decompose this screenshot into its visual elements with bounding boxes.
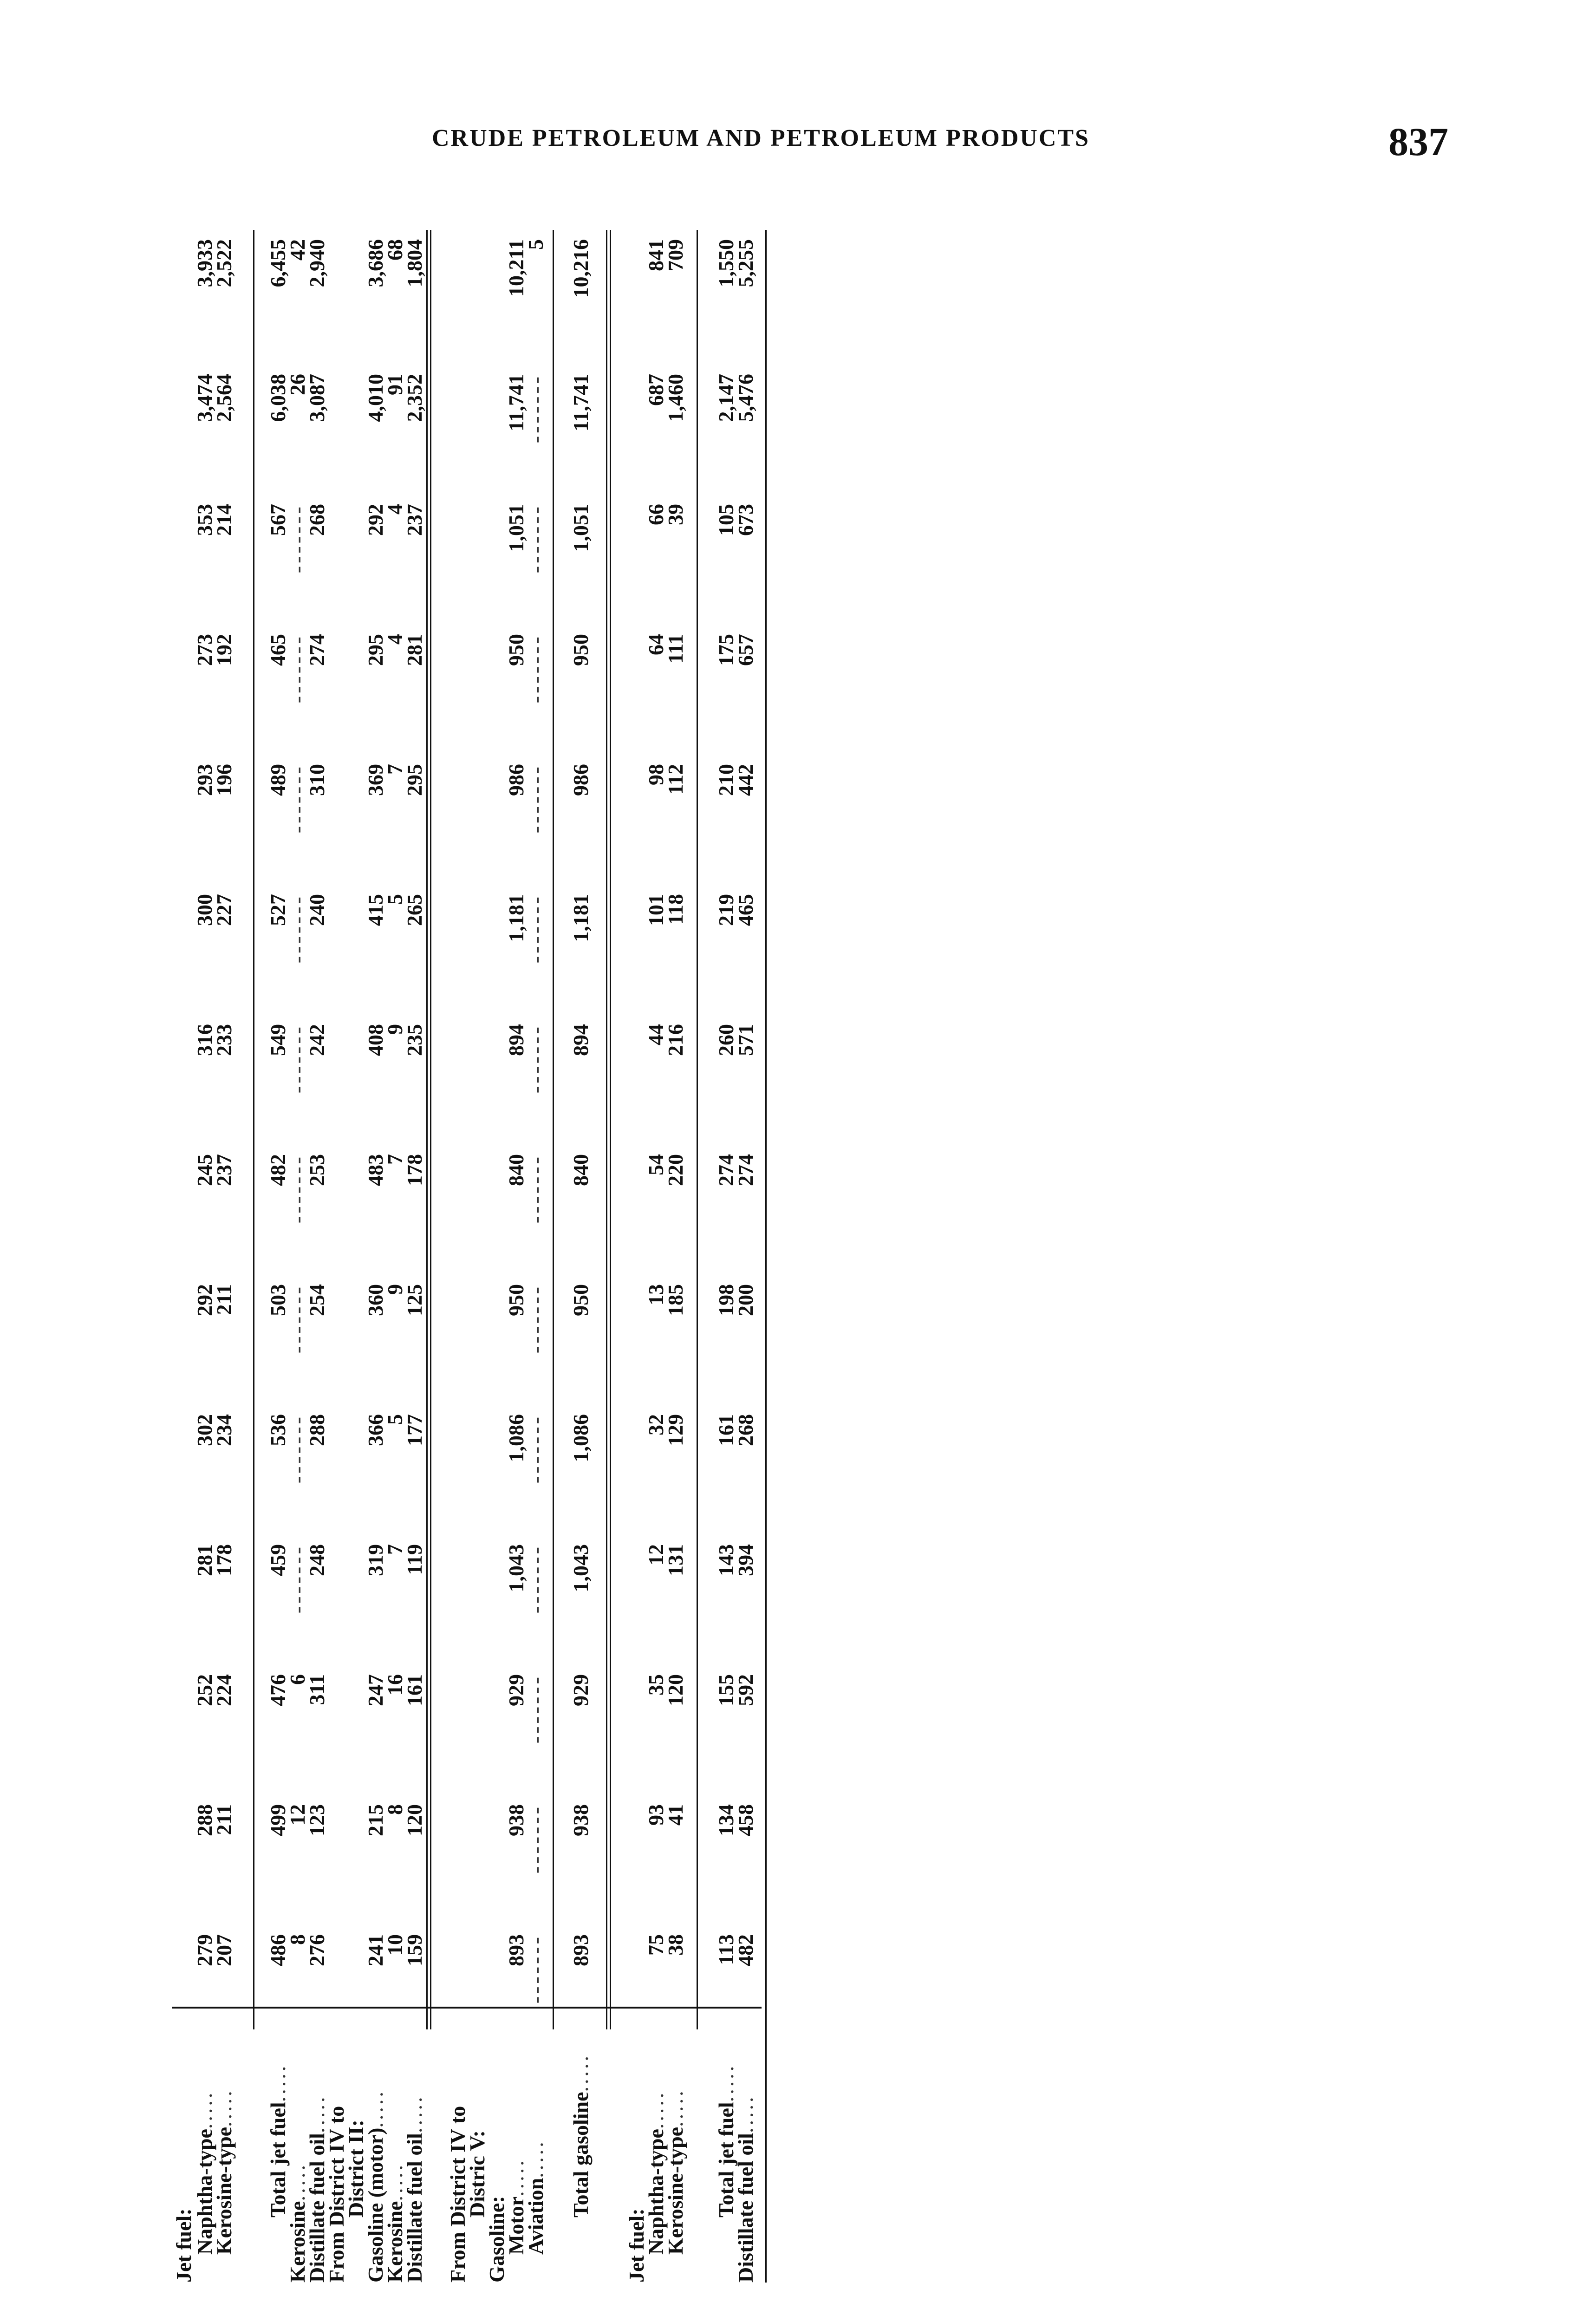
table-cell: 938 [569,1804,593,1836]
empty-cell-dashes: ------- [286,894,309,964]
empty-cell-dashes: ------- [524,894,547,964]
table-cell [524,634,547,708]
table-cell: 986 [569,764,593,796]
table-cell: 220 [664,1154,687,1186]
table-cell: 1,181 [569,894,593,942]
table-row [569,221,593,2283]
table-cell: 12 [286,1804,309,1826]
table-cell: 295 [403,764,426,796]
table-cell: 319 [364,1544,387,1576]
table-cell: 93 [644,1804,668,1826]
table-cell: 300 [193,894,216,926]
table-cell: 465 [266,634,290,666]
table-cell: 482 [266,1154,290,1186]
table-cell: 536 [266,1414,290,1446]
table-cell: 1,043 [504,1544,528,1592]
empty-cell-dashes: ------- [524,1804,547,1874]
table-row [664,221,687,2283]
table-cell: 252 [193,1674,216,1706]
table-cell: 894 [504,1024,528,1056]
table-row [524,221,547,2283]
leader-dots: ..... [664,2088,687,2127]
table-cell: 482 [734,1934,757,1966]
row-label: From District IV to [446,2106,469,2283]
table-cell: 929 [504,1674,528,1706]
table-cell: 503 [266,1284,290,1316]
table-cell: 1,086 [569,1414,593,1462]
table-cell: 125 [403,1284,426,1316]
table-rule [426,230,431,2029]
table-cell: 281 [403,634,426,666]
table-cell: 894 [569,1024,593,1056]
empty-cell-dashes: ------- [524,1284,547,1354]
table-rule [253,230,254,2029]
empty-cell-dashes: ------- [286,504,309,574]
table-cell: 75 [644,1934,668,1956]
table-cell: 134 [714,1804,738,1836]
rotated-data-table [172,221,822,2283]
page-number: 837 [1388,119,1448,164]
row-label: Motor..... [504,2158,528,2255]
table-cell: 1,086 [504,1414,528,1462]
table-cell: 237 [403,504,426,536]
empty-cell-dashes: ------- [286,1154,309,1224]
table-cell: 219 [714,894,738,926]
table-cell: 247 [364,1674,387,1706]
table-cell: 483 [364,1154,387,1186]
table-cell: 91 [383,374,407,395]
table-cell: 1,181 [504,894,528,942]
table-cell: 155 [714,1674,738,1706]
table-cell [524,764,547,838]
table-cell: 175 [714,634,738,666]
running-head: CRUDE PETROLEUM AND PETROLEUM PRODUCTS [432,125,1090,151]
table-cell: 101 [644,894,668,926]
leader-dots: ..... [266,2063,290,2102]
leader-dots: ..... [305,2094,329,2133]
leader-dots: ..... [383,2163,407,2201]
table-cell: 274 [305,634,329,666]
empty-cell-dashes: ------- [286,1284,309,1354]
table-cell: 279 [193,1934,216,1966]
table-cell: 215 [364,1804,387,1836]
table-cell: 527 [266,894,290,926]
table-cell: 4 [383,634,407,645]
leader-dots: ..... [364,2089,387,2128]
table-cell: 129 [664,1414,687,1446]
table-cell: 241 [364,1934,387,1966]
table-cell: 840 [569,1154,593,1186]
table-cell: 253 [305,1154,329,1186]
table-cell: 571 [734,1024,757,1056]
row-label: Distillate fuel oil..... [305,2094,329,2283]
table-rule [697,230,698,2029]
table-cell: 5,255 [734,239,757,287]
empty-cell-dashes: ------- [524,764,547,834]
table-cell: 893 [569,1934,593,1966]
table-cell: 353 [193,504,216,536]
table-cell: 54 [644,1154,668,1175]
table-cell: 8 [286,1934,309,1945]
table-cell: 268 [305,504,329,536]
table-cell: 42 [286,239,309,261]
table-cell: 268 [734,1414,757,1446]
table-cell: 234 [212,1414,236,1446]
table-cell: 5,476 [734,374,757,422]
row-label: District II: [344,2120,368,2218]
table-cell: 5 [383,1414,407,1425]
table-cell: 6,455 [266,239,290,287]
table-cell: 7 [383,1544,407,1555]
table-cell: 242 [305,1024,329,1056]
table-cell: 11,741 [569,374,593,431]
table-cell: 3,933 [193,239,216,287]
table-cell: 281 [193,1544,216,1576]
table-cell: 893 [504,1934,528,1966]
empty-cell-dashes: ------- [286,634,309,704]
table-cell: 16 [383,1674,407,1696]
row-label: Kerosine-type..... [212,2088,236,2255]
empty-cell-dashes: ------- [286,1544,309,1614]
empty-cell-dashes: ------- [524,1934,547,2004]
table-cell: 288 [193,1804,216,1836]
row-label: Naphtha-type..... [193,2090,216,2255]
table-cell [524,1674,547,1748]
table-cell: 240 [305,894,329,926]
table-cell: 44 [644,1024,668,1045]
row-label: Kerosine..... [286,2163,309,2283]
table-row [403,221,426,2283]
table-cell: 211 [212,1804,236,1835]
table-cell: 178 [212,1544,236,1576]
empty-cell-dashes: ------- [524,1414,547,1484]
table-cell: 366 [364,1414,387,1446]
leader-dots: ..... [644,2090,668,2129]
table-cell: 1,550 [714,239,738,287]
table-cell: 408 [364,1024,387,1056]
table-cell: 950 [569,1284,593,1316]
table-cell: 292 [193,1284,216,1316]
table-cell: 2,352 [403,374,426,422]
table-cell: 840 [504,1154,528,1186]
table-cell: 13 [644,1284,668,1305]
table-cell: 311 [305,1674,329,1705]
table-cell: 39 [664,504,687,525]
table-cell: 177 [403,1414,426,1446]
table-cell: 200 [734,1284,757,1316]
table-cell: 235 [403,1024,426,1056]
table-cell: 10,211 [504,239,528,297]
table-cell: 476 [266,1674,290,1706]
empty-cell-dashes: ------- [286,1024,309,1094]
table-cell: 310 [305,764,329,796]
table-cell: 210 [714,764,738,796]
table-row [734,221,757,2283]
table-cell: 9 [383,1284,407,1295]
empty-cell-dashes: ------- [286,1414,309,1484]
table-cell: 159 [403,1934,426,1966]
table-cell: 123 [305,1804,329,1836]
empty-cell-dashes: ------- [524,1024,547,1094]
table-cell: 111 [664,634,687,664]
table-cell: 143 [714,1544,738,1576]
table-cell: 216 [664,1024,687,1056]
table-cell: 274 [714,1154,738,1186]
table-cell: 394 [734,1544,757,1576]
table-cell: 302 [193,1414,216,1446]
table-cell: 2,564 [212,374,236,422]
table-cell: 113 [714,1934,738,1965]
table-cell: 120 [664,1674,687,1706]
table-cell: 3,087 [305,374,329,422]
table-cell: 35 [644,1674,668,1696]
empty-cell-dashes: ------- [286,764,309,834]
table-cell: 192 [212,634,236,666]
row-label: Kerosine-type..... [664,2088,687,2255]
table-cell: 3,686 [364,239,387,287]
table-cell: 3,474 [193,374,216,422]
table-cell: 8 [383,1804,407,1815]
table-cell: 673 [734,504,757,536]
table-cell: 486 [266,1934,290,1966]
table-cell: 292 [364,504,387,536]
table-cell: 161 [403,1674,426,1706]
row-label: Total jet fuel..... [714,2063,738,2218]
table-cell: 687 [644,374,668,406]
table-cell [524,1934,547,2009]
table-cell: 211 [212,1284,236,1315]
leader-dots: ..... [524,2139,547,2178]
empty-cell-dashes: ------- [524,634,547,704]
table-rule [765,230,767,2283]
table-cell: 119 [403,1544,426,1575]
table-cell: 1,460 [664,374,687,422]
table-cell: 68 [383,239,407,261]
table-cell: 841 [644,239,668,271]
table-cell: 185 [664,1284,687,1316]
table-cell: 929 [569,1674,593,1706]
table-cell: 224 [212,1674,236,1706]
table-cell: 1,043 [569,1544,593,1592]
table-cell: 274 [734,1154,757,1186]
table-cell: 178 [403,1154,426,1186]
table-cell: 237 [212,1154,236,1186]
table-cell: 7 [383,1154,407,1165]
table-cell: 273 [193,634,216,666]
table-cell: 4,010 [364,374,387,422]
table-cell: 489 [266,764,290,796]
table-cell: 442 [734,764,757,796]
table-cell: 260 [714,1024,738,1056]
table-cell [524,1284,547,1358]
row-label: Jet fuel: [172,2208,195,2283]
table-cell: 131 [664,1544,687,1576]
table-cell: 12 [644,1544,668,1565]
table-cell: 6,038 [266,374,290,422]
table-cell: 207 [212,1934,236,1966]
table-cell: 9 [383,1024,407,1035]
table-cell: 214 [212,504,236,536]
table-cell [524,1154,547,1228]
table-cell: 196 [212,764,236,796]
row-label: Jet fuel: [625,2208,648,2283]
empty-cell-dashes: ------- [524,1544,547,1614]
table-cell: 5 [383,894,407,905]
table-row [212,221,236,2283]
table-cell: 459 [266,1544,290,1576]
table-cell: 66 [644,504,668,525]
table-cell: 657 [734,634,757,666]
table-cell: 549 [266,1024,290,1056]
table-cell: 105 [714,504,738,536]
table-cell: 248 [305,1544,329,1576]
leader-dots: ..... [504,2158,528,2197]
table-cell: 938 [504,1804,528,1836]
table-cell: 41 [664,1804,687,1826]
table-cell: 254 [305,1284,329,1316]
table-cell: 2,522 [212,239,236,287]
empty-cell-dashes: ------- [524,504,547,574]
row-label: Total gasoline..... [569,2053,593,2218]
table-cell [524,1024,547,1098]
table-cell: 11,741 [504,374,528,431]
table-cell: 950 [504,1284,528,1316]
table-row [172,221,195,2283]
table-cell: 5 [524,239,547,250]
table-cell: 295 [364,634,387,666]
table-rule [553,230,554,2029]
table-cell: 10 [383,1934,407,1956]
table-cell [524,1804,547,1878]
empty-cell-dashes: ------- [524,1674,547,1744]
leader-dots: ..... [286,2163,309,2201]
table-cell: 1,051 [569,504,593,552]
table-cell: 465 [734,894,757,926]
leader-dots: ..... [714,2063,738,2102]
table-cell: 265 [403,894,426,926]
table-cell: 233 [212,1024,236,1056]
table-cell: 161 [714,1414,738,1446]
table-cell: 288 [305,1414,329,1446]
table-cell: 118 [664,894,687,925]
leader-dots: ..... [734,2094,757,2133]
table-cell: 32 [644,1414,668,1435]
leader-dots: ..... [403,2094,426,2133]
row-label: Distillate fuel oil..... [734,2094,757,2283]
table-cell: 7 [383,764,407,775]
table-cell: 227 [212,894,236,926]
row-label: Aviation..... [524,2139,547,2255]
table-cell: 592 [734,1674,757,1706]
table-cell [524,374,547,448]
table-cell: 1,804 [403,239,426,287]
table-cell: 26 [286,374,309,395]
table-cell: 112 [664,764,687,795]
table-cell: 458 [734,1804,757,1836]
row-label: Kerosine..... [383,2163,407,2283]
row-label: Naphtha-type..... [644,2090,668,2255]
row-label: Gasoline: [485,2196,508,2283]
empty-cell-dashes: ------- [524,1154,547,1224]
table-cell: 4 [383,504,407,515]
table-cell: 245 [193,1154,216,1186]
leader-dots: ..... [212,2088,236,2127]
table-cell: 499 [266,1804,290,1836]
table-cell: 1,051 [504,504,528,552]
table-cell: 64 [644,634,668,655]
table-cell: 2,940 [305,239,329,287]
table-cell: 316 [193,1024,216,1056]
table-cell: 10,216 [569,239,593,298]
stub-rule [172,2007,762,2009]
table-cell: 120 [403,1804,426,1836]
table-cell: 38 [664,1934,687,1956]
row-label: Distric V: [465,2130,489,2218]
table-cell: 369 [364,764,387,796]
table-cell: 198 [714,1284,738,1316]
table-cell: 567 [266,504,290,536]
table-cell: 293 [193,764,216,796]
table-cell: 950 [569,634,593,666]
table-cell: 709 [664,239,687,271]
row-label: From District IV to [325,2106,348,2283]
empty-cell-dashes: ------- [524,374,547,444]
table-cell: 276 [305,1934,329,1966]
table-cell: 415 [364,894,387,926]
row-label: Distillate fuel oil..... [403,2094,426,2283]
table-cell [524,1414,547,1488]
leader-dots: ..... [569,2053,593,2092]
table-rule [606,230,611,2029]
row-label: Gasoline (motor)..... [364,2089,387,2283]
row-label: Total jet fuel..... [266,2063,290,2218]
table-cell: 360 [364,1284,387,1316]
table-cell: 2,147 [714,374,738,422]
leader-dots: ..... [193,2090,216,2129]
table-cell [524,504,547,578]
table-cell: 98 [644,764,668,785]
table-cell [524,894,547,968]
table-cell [524,1544,547,1618]
table-cell: 986 [504,764,528,796]
table-cell: 6 [286,1674,309,1685]
table-cell: 950 [504,634,528,666]
